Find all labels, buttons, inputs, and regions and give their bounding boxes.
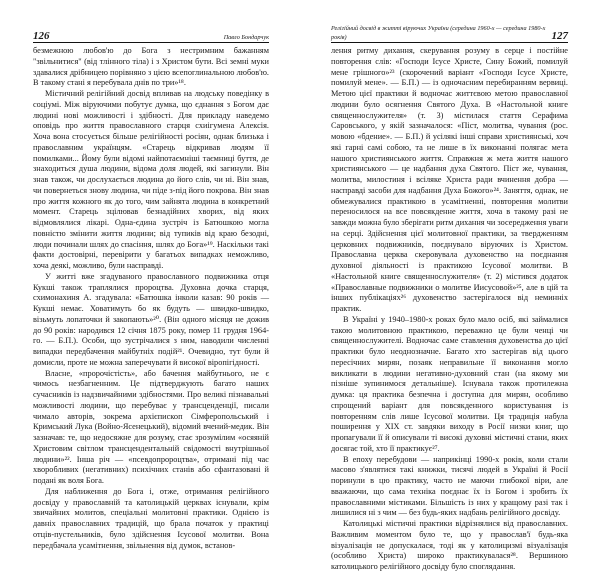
paragraph: Католицькі містичні практики відрізнялися від православних. Важливим моментом було те, що у православ'ї будь-яка візуалізація не допускалася, тоді як у католицизмі візуалізація (особливо Христа) широко практикувалася²⁸. Вершиною католицького релігійного досвіду було споглядання. xyxy=(331,519,568,571)
page-number: 127 xyxy=(551,30,568,42)
paragraph: В Україні у 1940–1980-х роках було мало осіб, які займалися такою молитовною практикою, переважно це були ченці чи священнослужителі. Водночас саме ставлення духовенства до цієї практики було неоднозначне. Багато хто застерігав від цього пересічних мирян, позаяк неправильне її виконання могло викликати в людини негативно-духовний стан (на якому ми пізніше зупинимося детальніше). Існувала також протилежна думка: ця практика безпечна і доступна для мирян, особливо спрощений варіант для повсякденного користування із повторенням слів лише Ісусової молитви. Ця традиція набула поширення у XIX ст. завдяки виходу в Росії низки книг, що пропагували її й описували ті високі духовні містичні стани, яких досягає той, хто її практикує²⁷. xyxy=(331,314,568,453)
paragraph: В епоху перебудови — наприкінці 1990-х років, коли стали масово з'являтися такі книжки, тисячі людей в Україні й Росії поринули в цю практику, часто не маючи глибокої віри, але вважаючи, що сама техніка поєднає їх із Богом і зробить їх православними містиками. Більшість із них у кращому разі так і лишилися ні з чим — без будь-яких надбань релігійного досвіду. xyxy=(331,454,568,518)
left-page xyxy=(0,0,300,550)
right-page xyxy=(300,0,600,571)
paragraph: лення ритму дихання, скерування розуму в серце і постійне повторення слів: «Господи Ісусе Христе, Сину Божий, помилуй мене грішного»²³ (скорочений варіант «Господи Ісусе Христе, помилуй мене». — Б.П.) — із одночасним перебиранням вервиці. Метою цієї практики й водночас життєвою метою православної людини було осягнення Святого Духа. В «Настольной книге священнослужителя» (т. 3) містилася стаття Серафима Саровського, у якій зазначалося: «Піст, молитва, чування (рос. мовою «бдение». — Б.П.) й усілякі інші справи християнські, хоч які гарні самі собою, та не лише в їх виконанні полягає мета нашого християнського життя. Справжня ж мета життя нашого християнського — це надбання духа Святого. Піст же, чування, молитва, милостиня і всіляке Христа ради вчинення добра — насправді засоби для надбання Духа Божого»²⁴. Заняття, однак, не обмежувалися практикою в усамітненні, повторення молитви переносилося на все повсякденне життя, хоча в такому разі не завжди можна було зберігати ритм дихання чи зосередження уваги на серці. Здійснення цієї молитовної практики, за твердженням церковних подвижників, поєднувало віруючих із Христом. Православна церква скеровувала духовенство на поєднання духовної діяльності із практикою Ісусової молитви. В «Настольной книге священнослужителя» (т. 2) містився додаток «Православные подвижники о молитве Иисусовой»²⁵, але в цій та інших публікаціях²⁶ духовенство застерігалося від неминніх практик. xyxy=(331,46,568,313)
running-head-author: Павло Бондарчук xyxy=(223,34,269,41)
running-head-title: Релігійний досвід в житті віруючих України (середина 1960-х — середина 1980-х років) xyxy=(331,25,546,41)
paragraph: Містичний релігійний досвід впливав на людську поведінку в соціумі. Між віруючими побутує думка, що єднання з Богом дає людині нові можливості і здібності. Для прикладу наведемо оповідь про життя православного старця схиігумена Алексія. Хоча вона стосується більше релігійності росіян, однак близька і православним українцям. «Старець відкривав людям її помилками... Йому були відомі найпотаємніші таємниці буття, де знаходиться душа людини, відома доля людей, які загинули. Він знав також, чи дослухається людина до його слів, чи ні. Він знав, чи повернеться знову людина, чи піде з-під його покрова. Він знав про життя кожного як до того, чим зайнята людина в конкретний момент. Старець зцілював безнадійних хворих, від яких відмовлялися лікарі. Одна-єдина зустріч із Батюшкою могла повністю змінити життя людини; від тупиків від краю безодні, люди починали шлях до спасіння, шлях до Бога»¹⁹. Наскільки такі факти достовірні, перевірити у багатьох випадках неможливо, хоча деякі, можливо, були насправді. xyxy=(33,89,269,270)
left-page-body xyxy=(33,46,269,551)
right-page-body xyxy=(331,46,568,573)
paragraph: Власне, «пророчістість», або бачення майбутнього, не є чимось незбагненним. Це підтверджують багато наших сучасників із надзвичайними здібностями. Про великі пізнавальні можливості людини, що перебуває у трансценденції, писали чимало авторів, зокрема архієпископ Сімферопольський і Кримський Лука (Войно-Ясенецький), відомий вчений-медик. Він зазначав: те, що недосяжне для розуму, стає зрозумілим «осяяній Христовим світлом трансцендентальній свідомості внутрішньої людини»²². Інша річ — «псевдопророцтва», отримані під час хворобливих (негативних) психічних станів або сфантазовані й подані як воля Бога. xyxy=(33,368,269,485)
right-page-header xyxy=(331,25,568,43)
paragraph: Для наближення до Бога і, отже, отримання релігійного досвіду у православній та католицькій церквах існували, крім звичайних молитов, спеціальні молитовні практики. Однією із давніх православних традицій, що брала початок у практиці отців-пустельників, було здійснення Ісусової молитви. Вона передбачала усамітнення, звільнення від думок, встанов- xyxy=(33,486,269,550)
paragraph: безмежною любов'ю до Бога з нестримним бажанням "звільнитися" (від тлінного тіла) і з Христом бути. Всі земні муки здавалися дрібницею порівняно з цією всепоглинальною любов'ю. В такому стані я перебувала днів по три»¹⁸. xyxy=(33,46,269,88)
page-number: 126 xyxy=(33,30,50,42)
paragraph: У житті вже згадуваного православного подвижника отця Кукші також траплялися пророцтва. Духовна дочка старця, схимонахиня А. згадувала: «Батюшка інколи казав: 90 років — Кукші немає. Ховатимуть бо як будуть — швидко-швидко, візьмуть лопаточки й закопають»²⁰. (Він одного місяця не дожив до 90 років: народився 12 січня 1875 року, помер 11 грудня 1964-го. — Б.П.). Особи, що зустрічалися з ним, наводили численні випадки передбачення майбутніх подій²¹. Очевидно, тут були й домисли, проте не можна заперечувати й високої віропігідності. xyxy=(33,271,269,367)
left-page-header xyxy=(33,30,269,43)
